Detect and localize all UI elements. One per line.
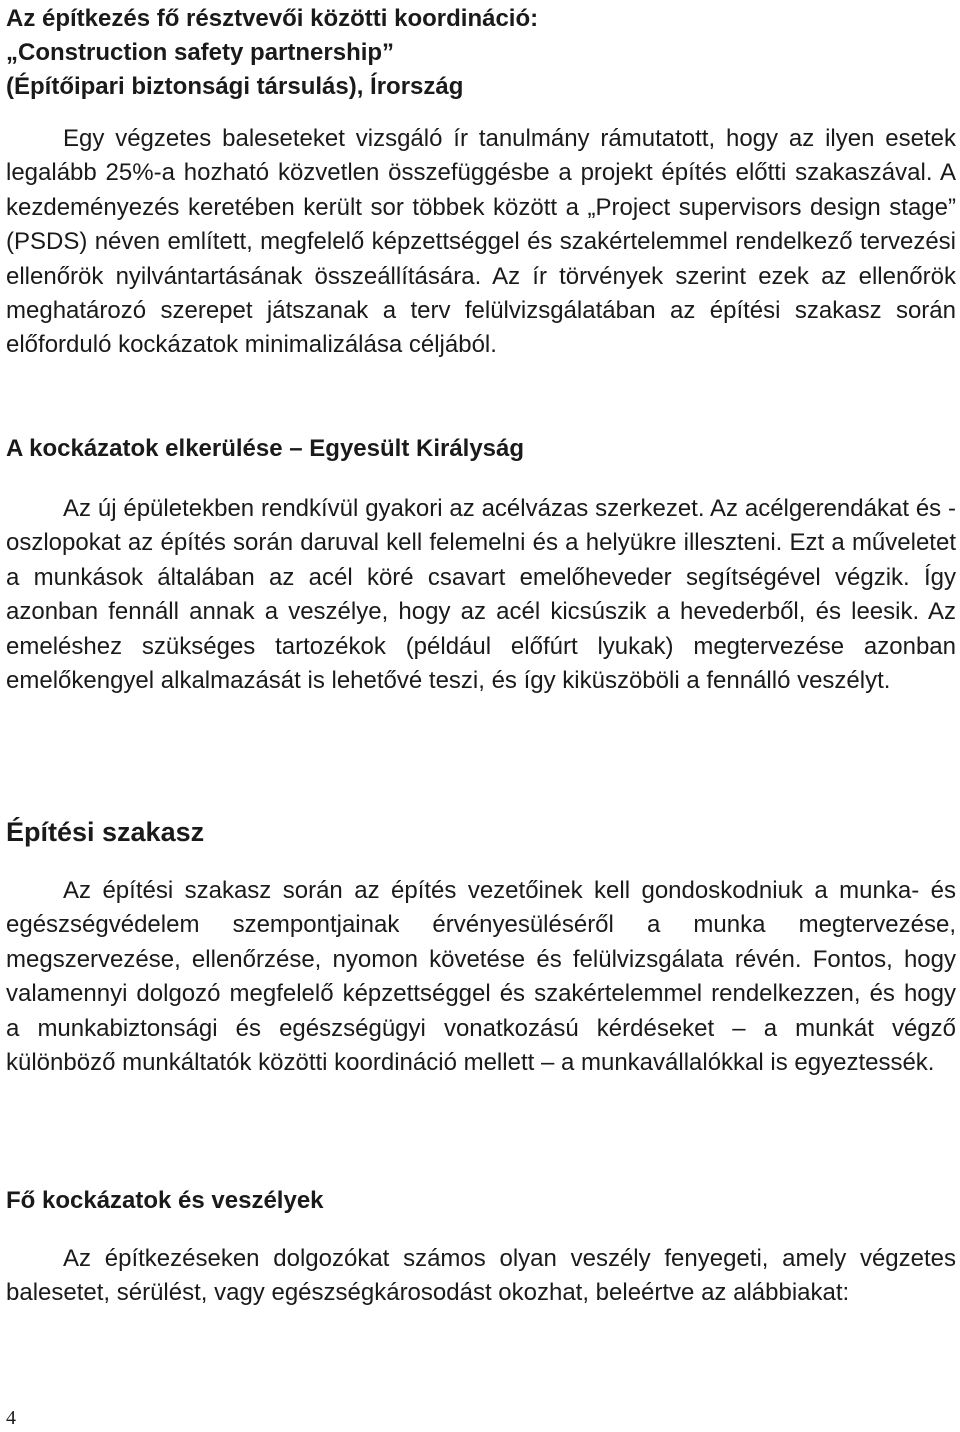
heading-line: „Construction safety partnership”	[6, 39, 395, 66]
page-number: 4	[6, 1407, 16, 1429]
heading-main-risks: Fő kockázatok és veszélyek	[6, 1187, 324, 1214]
paragraph-construction-phase: Az építési szakasz során az építés vezetőinek kell gondoskodniuk a munka- és egészségvédelem szempontjainak érvényesüléséről a munka megtervezése, megszervezése, ellenőrzése, nyomon követése és felülvizsgálata révén. Fontos, hogy valamennyi dolgozó megfelelő képzettséggel és szakértelemmel rendelkezzen, és hogy a munkabiztonsági és egészségügyi vonatkozású kérdéseket – a munkát végző különböző munkáltatók közötti koordináció mellett – a munkavállalókkal is egyeztessék.	[6, 877, 956, 1077]
heading-risk-avoidance: A kockázatok elkerülése – Egyesült Királyság	[6, 435, 525, 462]
paragraph-coordination: Egy végzetes baleseteket vizsgáló ír tanulmány rámutatott, hogy az ilyen esetek legalább 25%-a hozható közvetlen összefüggésbe a projekt építés előtti szakaszával. A kezdeményezés keretében került sor többek között a „Project supervisors design stage” (PSDS) néven említett, megfelelő képzettséggel és szakértelemmel rendelkező tervezési ellenőrök nyilvántartásának összeállítására. Az ír törvények szerint ezek az ellenőrök meghatározó szerepet játszanak a terv felülvizsgálatában az építési szakasz során előforduló kockázatok minimalizálása céljából.	[6, 125, 956, 359]
heading-line: (Építőipari biztonsági társulás), Írország	[6, 73, 464, 100]
heading-coordination	[6, 2, 956, 104]
paragraph-main-risks: Az építkezéseken dolgozókat számos olyan veszély fenyegeti, amely végzetes balesetet, sérülést, vagy egészségkárosodást okozhat, beleértve az alábbiakat:	[6, 1245, 956, 1307]
paragraph-risk-avoidance: Az új épületekben rendkívül gyakori az acélvázas szerkezet. Az acélgerendákat és -oszlopokat az építés során daruval kell felemelni és a helyükre illeszteni. Ezt a műveletet a munkások általában az acél köré csavart emelőheveder segítségével végzik. Így azonban fennáll annak a veszélye, hogy az acél kicsúszik a hevederből, és leesik. Az emeléshez szükséges tartozékok (például előfúrt lyukak) megtervezése azonban emelőkengyel alkalmazását is lehetővé teszi, és így kiküszöböli a fennálló veszélyt.	[6, 495, 956, 695]
heading-line: Az építkezés fő résztvevői közötti koordináció:	[6, 5, 539, 32]
heading-construction-phase: Építési szakasz	[6, 817, 205, 847]
